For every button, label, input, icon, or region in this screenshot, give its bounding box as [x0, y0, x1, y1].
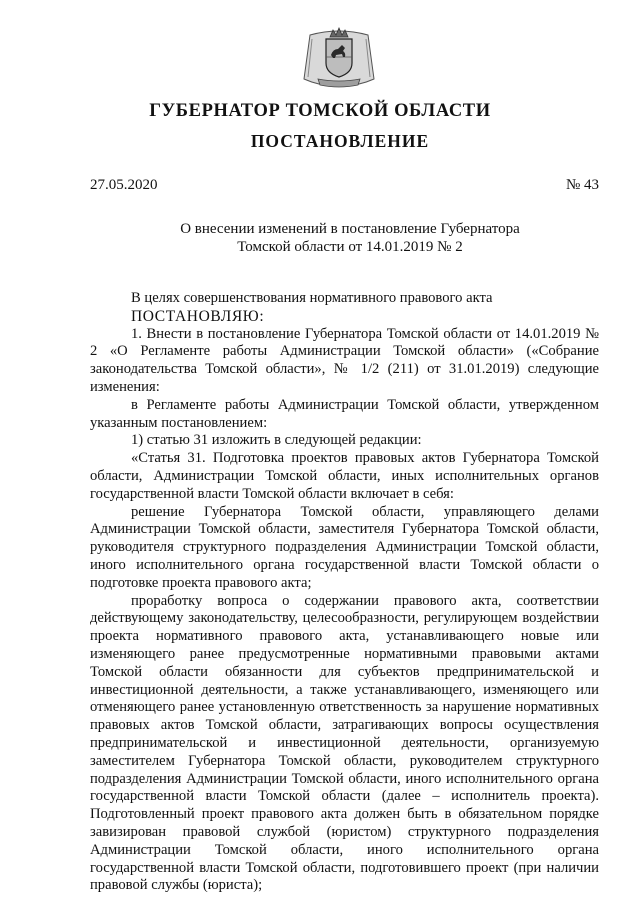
- subject-line: О внесении изменений в постановление Губернатора: [180, 221, 520, 237]
- body-paragraph: проработку вопроса о содержании правового акта, соответствии действующему законодательству, целесообразности, регулирующем воздействии проекта нормативного правового акта, устанавливающего новые или изменяющего ранее предусмотренные нормативными правовыми актами Томской области обязанности для субъектов предпринимательской и инвестиционной деятельности, а также устанавливающего, изменяющего или отменяющего ранее установленную ответственность за нарушение нормативных правовых актов Томской области, затрагивающих вопросы осуществления предпринимательской и инвестиционной деятельности, организуемую заместителем Губернатора Томской области, руководителем структурного подразделения Администрации Томской области, иного исполнительного органа государственной власти Томской области (далее – исполнитель проекта). Подготовленный проект правового акта должен быть в обязательном порядке завизирован правовой службой (юристом) структурного подразделения Администрации Томской области, иного исполнительного органа государственной власти Томской области, подготовившего проект (при наличии правовой службы (юриста);: [90, 592, 599, 894]
- document-number: № 43: [565, 177, 599, 193]
- document-subject: [120, 220, 580, 256]
- body-paragraph: 1. Внести в постановление Губернатора Томской области от 14.01.2019 № 2 «О Регламенте работы Администрации Томской области» («Собрание законодательства Томской области», № 1/2 (211) от 31.01.2019) следующие изменения:: [90, 325, 599, 395]
- body-paragraph: 1) статью 31 изложить в следующей редакции:: [131, 432, 422, 449]
- issuing-authority: ГУБЕРНАТОР ТОМСКОЙ ОБЛАСТИ: [149, 101, 491, 121]
- body-paragraph: в Регламенте работы Администрации Томской области, утвержденном указанным постановлением:: [90, 396, 599, 431]
- document-body: [90, 290, 599, 895]
- coat-of-arms-emblem: [300, 27, 378, 89]
- resolve-clause: ПОСТАНОВЛЯЮ:: [131, 307, 265, 325]
- body-paragraph: решение Губернатора Томской области, управляющего делами Администрации Томской области, заместителя Губернатора Томской области, руководителя структурного подразделения Администрации Томской области, иного исполнительного органа государственной власти Томской области о подготовке проекта правового акта;: [90, 503, 599, 591]
- body-paragraph: «Статья 31. Подготовка проектов правовых актов Губернатора Томской области, Администрации Томской области, иных исполнительных органов государственной власти Томской области включает в себя:: [90, 450, 599, 502]
- preamble: В целях совершенствования нормативного правового акта: [131, 290, 493, 306]
- subject-line: Томской области от 14.01.2019 № 2: [237, 239, 463, 255]
- document-date: 27.05.2020: [90, 177, 158, 193]
- document-type: ПОСТАНОВЛЕНИЕ: [250, 131, 430, 151]
